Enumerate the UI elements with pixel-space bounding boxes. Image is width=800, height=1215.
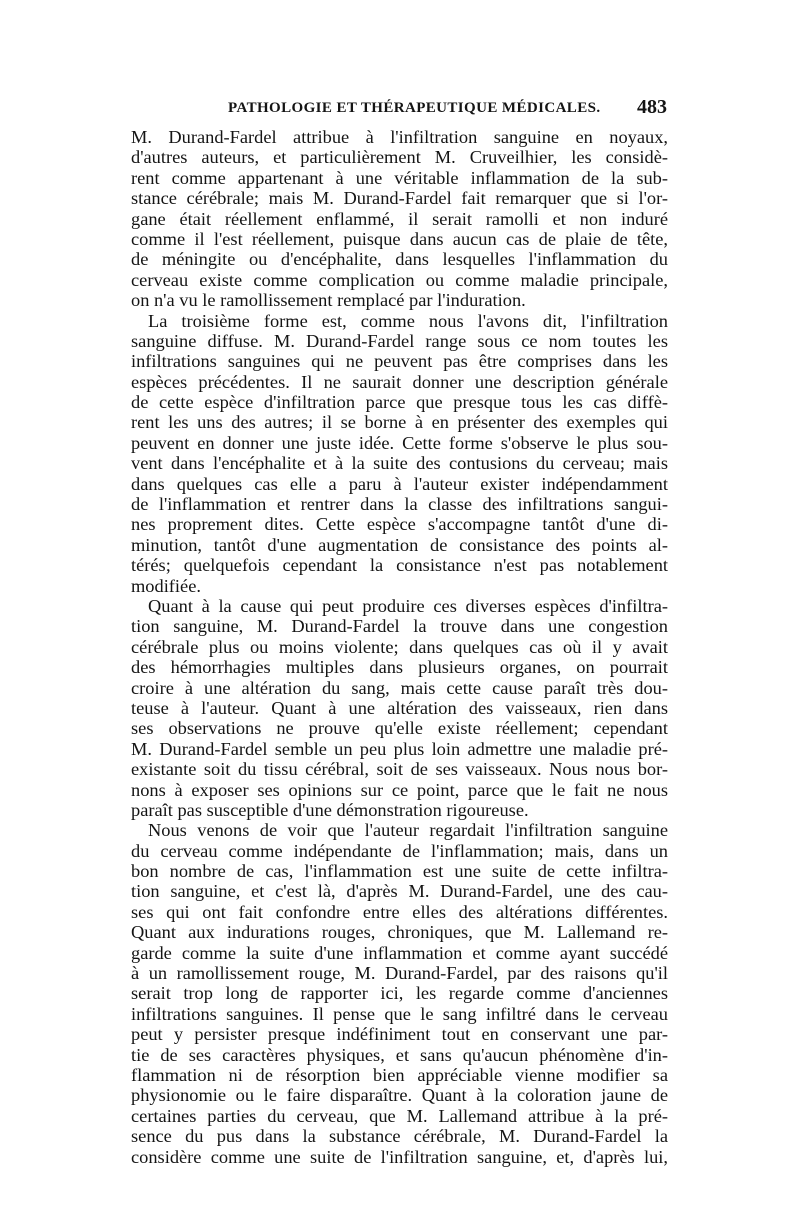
text-line: modifiée.	[131, 575, 201, 596]
body-text	[131, 127, 668, 1167]
text-line: dans quelques cas elle a paru à l'auteur exister indépendamment	[131, 473, 668, 494]
text-line: rent comme appartenant à une véritable inflammation de la sub-	[131, 167, 668, 188]
text-line: certaines parties du cerveau, que M. Lallemand attribue à la pré-	[131, 1105, 668, 1126]
text-line: rent les uns des autres; il se borne à en présenter des exemples qui	[131, 412, 668, 433]
text-line: espèces précédentes. Il ne saurait donner une description générale	[131, 371, 668, 392]
text-line: nons à exposer ses opinions sur ce point, parce que le fait ne nous	[131, 779, 668, 800]
text-line: ses qui ont fait confondre entre elles des altérations différentes.	[131, 901, 668, 922]
text-line: on n'a vu le ramollissement remplacé par l'induration.	[131, 290, 526, 311]
text-line: considère comme une suite de l'infiltration sanguine, et, d'après lui,	[131, 1146, 668, 1167]
text-line: tion sanguine, et c'est là, d'après M. Durand-Fardel, une des cau-	[131, 881, 668, 902]
text-line: tion sanguine, M. Durand-Fardel la trouve dans une congestion	[131, 616, 668, 637]
text-line: sanguine diffuse. M. Durand-Fardel range sous ce nom toutes les	[131, 330, 668, 351]
text-line: M. Durand-Fardel attribue à l'infiltration sanguine en noyaux,	[131, 127, 668, 147]
text-line: d'autres auteurs, et particulièrement M. Cruveilhier, les considè-	[131, 147, 668, 168]
text-line: à un ramollissement rouge, M. Durand-Fardel, par des raisons qu'il	[131, 963, 668, 984]
text-line: comme il l'est réellement, puisque dans aucun cas de plaie de tête,	[131, 228, 668, 249]
text-line: de méningite ou d'encéphalite, dans lesquelles l'inflammation du	[131, 249, 668, 270]
text-line: flammation ni de résorption bien appréciable vienne modifier sa	[131, 1064, 668, 1085]
text-line: de l'inflammation et rentrer dans la classe des infiltrations sangui-	[131, 494, 668, 515]
text-line: existante soit du tissu cérébral, soit de ses vaisseaux. Nous nous bor-	[131, 759, 668, 780]
page-number: 483	[637, 96, 667, 118]
text-line: teuse à l'auteur. Quant à une altération des vaisseaux, rien dans	[131, 697, 668, 718]
text-line: cerveau existe comme complication ou comme maladie principale,	[131, 269, 668, 290]
text-line: croire à une altération du sang, mais cette cause paraît très dou-	[131, 677, 668, 698]
text-line: tie de ses caractères physiques, et sans qu'aucun phénomène d'in-	[131, 1044, 668, 1065]
text-line: minution, tantôt d'une augmentation de consistance des points al-	[131, 534, 668, 555]
text-line: Quant aux indurations rouges, chroniques, que M. Lallemand re-	[131, 922, 668, 943]
text-line: vent dans l'encéphalite et à la suite des contusions du cerveau; mais	[131, 453, 668, 474]
text-line: des hémorrhagies multiples dans plusieurs organes, on pourrait	[131, 657, 668, 678]
text-line: infiltrations sanguines qui ne peuvent pas être comprises dans les	[131, 351, 668, 372]
text-line: serait trop long de rapporter ici, les regarde comme d'anciennes	[131, 983, 668, 1004]
running-title: PATHOLOGIE ET THÉRAPEUTIQUE MÉDICALES.	[228, 100, 601, 116]
text-line: sence du pus dans la substance cérébrale, M. Durand-Fardel la	[131, 1126, 668, 1147]
text-line: gane était réellement enflammé, il serait ramolli et non induré	[131, 208, 668, 229]
text-line: du cerveau comme indépendante de l'inflammation; mais, dans un	[131, 840, 668, 861]
text-line: cérébrale plus ou moins violente; dans quelques cas où il y avait	[131, 636, 668, 657]
text-line: physionomie ou le faire disparaître. Quant à la coloration jaune de	[131, 1085, 668, 1106]
text-line: La troisième forme est, comme nous l'avons dit, l'infiltration	[148, 310, 668, 331]
text-line: de cette espèce d'infiltration parce que presque tous les cas diffè-	[131, 392, 668, 413]
text-line: ses observations ne prouve qu'elle existe réellement; cependant	[131, 718, 668, 739]
text-line: térés; quelquefois cependant la consistance n'est pas notablement	[131, 555, 668, 576]
text-line: peuvent en donner une juste idée. Cette forme s'observe le plus sou-	[131, 432, 668, 453]
text-line: stance cérébrale; mais M. Durand-Fardel fait remarquer que si l'or-	[131, 188, 668, 209]
text-line: Quant à la cause qui peut produire ces diverses espèces d'infiltra-	[148, 595, 668, 616]
text-line: garde comme la suite d'une inflammation et comme ayant succédé	[131, 942, 668, 963]
text-line: nes proprement dites. Cette espèce s'accompagne tantôt d'une di-	[131, 514, 668, 535]
text-line: M. Durand-Fardel semble un peu plus loin admettre une maladie pré-	[131, 738, 668, 759]
text-line: bon nombre de cas, l'inflammation est une suite de cette infiltra-	[131, 861, 668, 882]
text-line: paraît pas susceptible d'une démonstration rigoureuse.	[131, 799, 529, 820]
text-line: peut y persister presque indéfiniment tout en conservant une par-	[131, 1024, 668, 1045]
text-line: Nous venons de voir que l'auteur regardait l'infiltration sanguine	[148, 820, 668, 841]
page-header	[131, 98, 667, 124]
text-line: infiltrations sanguines. Il pense que le sang infiltré dans le cerveau	[131, 1003, 668, 1024]
